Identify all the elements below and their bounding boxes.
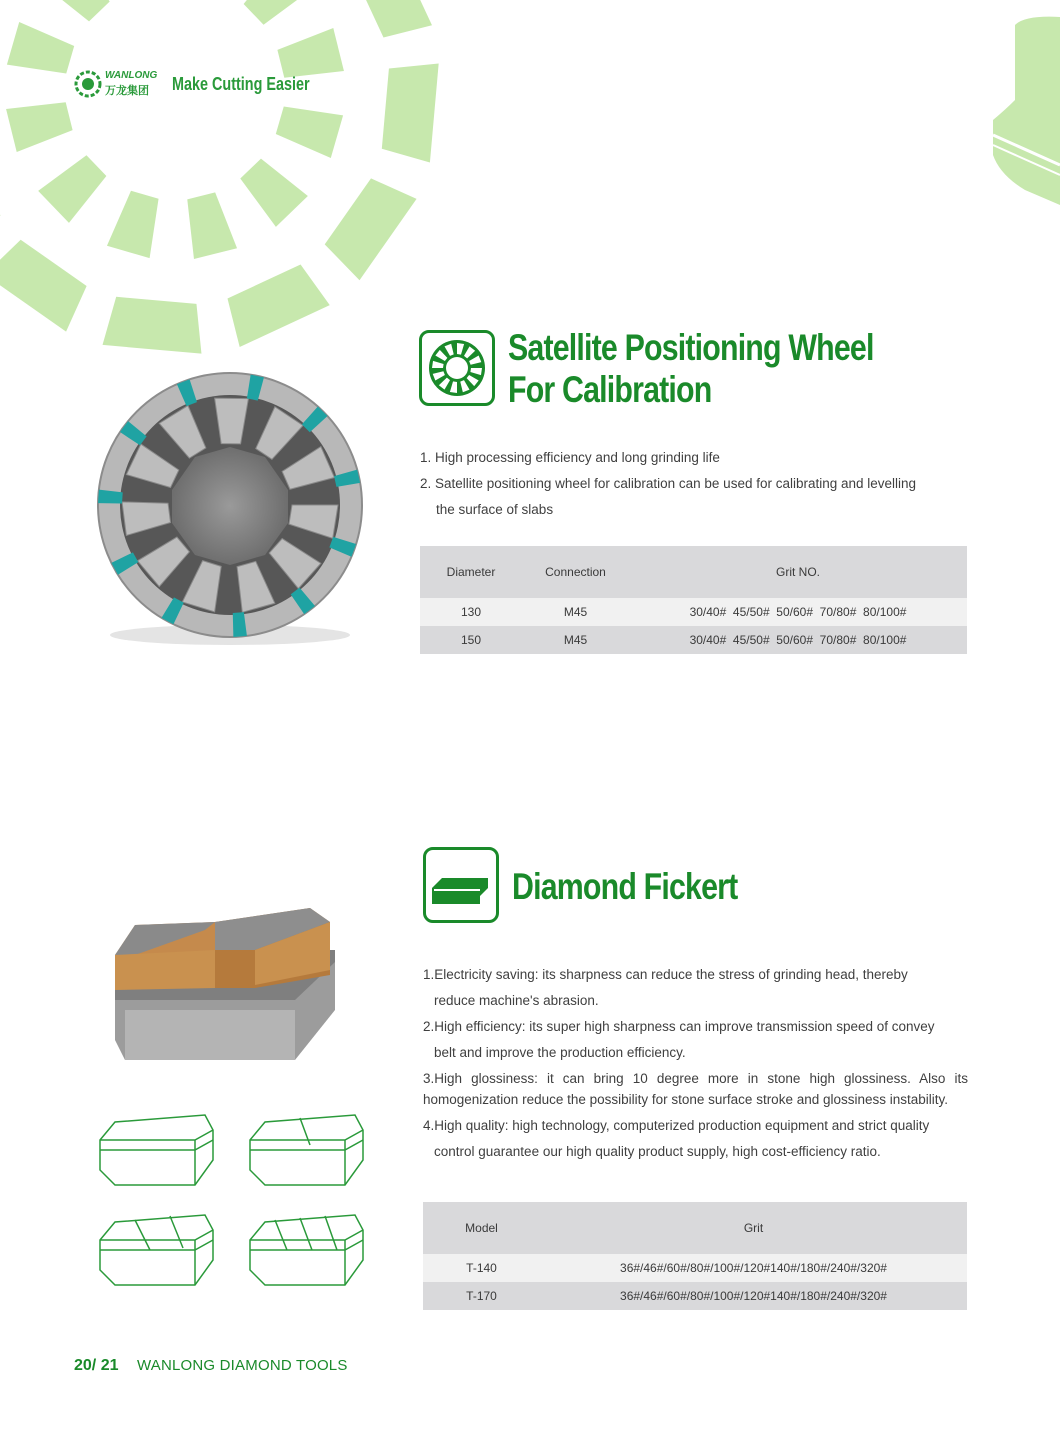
feature-item: homogenization reduce the possibility for stone surface stroke and glossiness instability.: [423, 1092, 949, 1107]
feature-item: 2. Satellite positioning wheel for calibration can be used for calibrating and levelling: [420, 476, 917, 491]
section1-title-line1: Satellite Positioning Wheel: [508, 327, 874, 368]
fickert-photo: [105, 900, 345, 1065]
satellite-wheel-photo: [90, 365, 380, 655]
table-header-row: [420, 546, 967, 598]
table-cell: T-170: [423, 1282, 540, 1310]
feature-item: 2.High efficiency: its super high sharpness can improve transmission speed of convey: [423, 1019, 935, 1034]
decorative-wheel-graphic: [0, 0, 440, 360]
section1-features: [420, 445, 960, 523]
fickert-drawings: [95, 1110, 370, 1295]
section2-spec-table: [423, 1202, 967, 1310]
table-cell: 30/40# 45/50# 50/60# 70/80# 80/100#: [629, 598, 967, 626]
feature-item: 1.Electricity saving: its sharpness can reduce the stress of grinding head, thereby: [423, 967, 908, 982]
feature-item: control guarantee our high quality product supply, high cost-efficiency ratio.: [434, 1144, 881, 1159]
feature-item: 4.High quality: high technology, computerized production equipment and strict quality: [423, 1118, 930, 1133]
table-row: [423, 1254, 967, 1282]
section1-title-line2: For Calibration: [508, 369, 712, 410]
table-cell: 36#/46#/60#/80#/100#/120#140#/180#/240#/320#: [540, 1254, 967, 1282]
column-header: Grit NO.: [629, 546, 967, 598]
table-header-row: [423, 1202, 967, 1254]
section2-features: [423, 962, 968, 1165]
section1-title: [508, 327, 874, 411]
column-header: Model: [423, 1202, 540, 1254]
feature-item: the surface of slabs: [436, 502, 554, 517]
table-cell: M45: [522, 598, 629, 626]
feature-item: belt and improve the production efficiency.: [434, 1045, 686, 1060]
tagline: Make Cutting Easier: [172, 74, 310, 94]
table-cell: 36#/46#/60#/80#/100#/120#140#/180#/240#/320#: [540, 1282, 967, 1310]
section2-title: Diamond Fickert: [512, 866, 738, 907]
feature-item: 1. High processing efficiency and long grinding life: [420, 450, 720, 465]
column-header: Grit: [540, 1202, 967, 1254]
wanlong-logo-icon: [74, 70, 104, 98]
table-cell: 150: [420, 626, 522, 654]
satellite-wheel-icon: [419, 330, 495, 406]
table-row: [420, 626, 967, 654]
table-cell: 30/40# 45/50# 50/60# 70/80# 80/100#: [629, 626, 967, 654]
decorative-fickert-graphic: [985, 15, 1060, 205]
table-cell: 130: [420, 598, 522, 626]
column-header: Diameter: [420, 546, 522, 598]
section1-spec-table: [420, 546, 967, 654]
footer: [74, 1357, 348, 1375]
brand-header: [74, 70, 314, 100]
feature-item: reduce machine's abrasion.: [434, 993, 599, 1008]
brand-name-cn: 万龙集团: [105, 85, 149, 97]
footer-text: WANLONG DIAMOND TOOLS: [136, 1357, 348, 1374]
table-row: [420, 598, 967, 626]
page-numbers: 20/ 21: [74, 1357, 119, 1374]
table-cell: M45: [522, 626, 629, 654]
table-row: [423, 1282, 967, 1310]
table-cell: T-140: [423, 1254, 540, 1282]
column-header: Connection: [522, 546, 629, 598]
fickert-block-icon: [423, 847, 499, 923]
brand-name-en: WANLONG: [105, 70, 158, 81]
feature-item: 3.High glossiness: it can bring 10 degree more in stone high glossiness. Also its: [423, 1071, 968, 1086]
